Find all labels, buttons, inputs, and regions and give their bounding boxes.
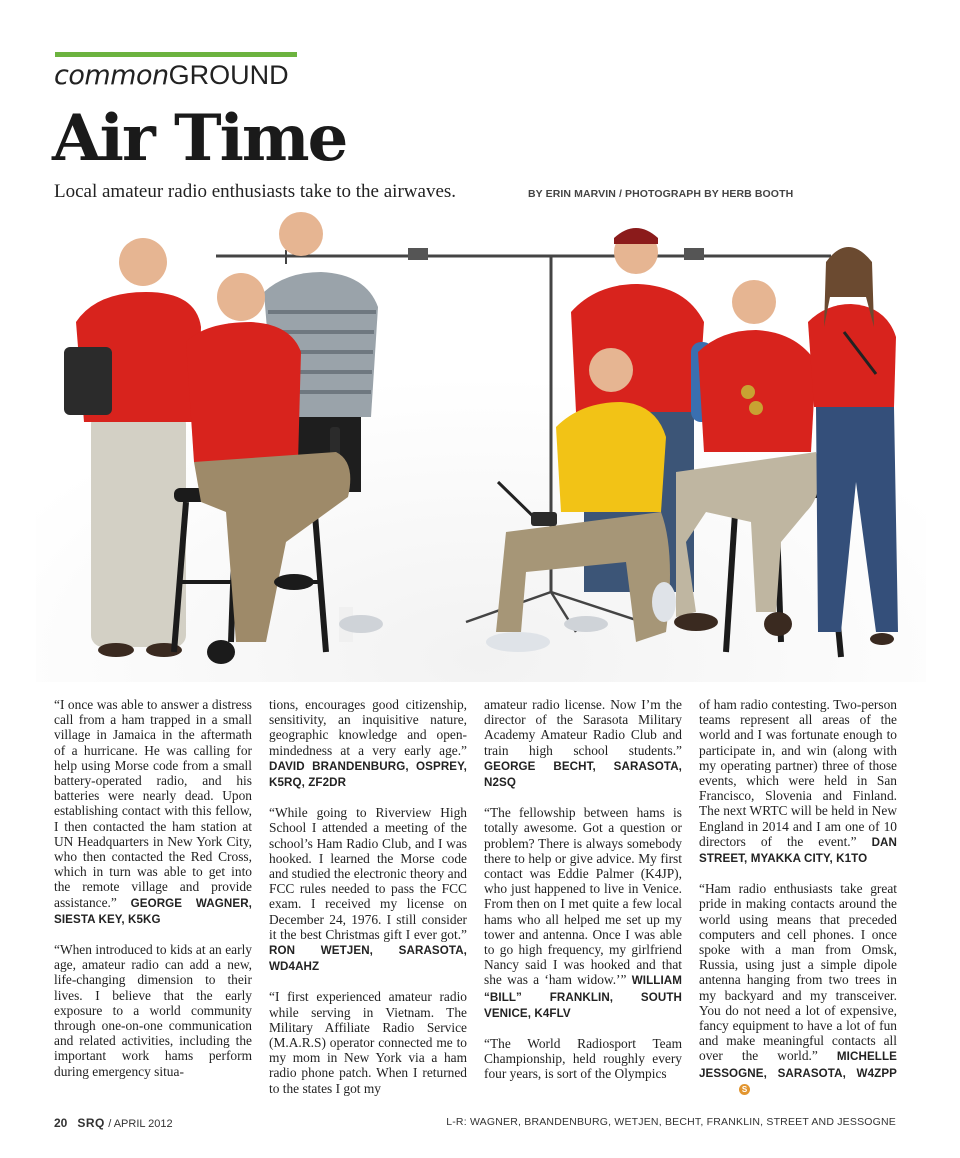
quote	[269, 989, 467, 1095]
quote-attribution: DAN STREET, MYAKKA CITY, K1TO	[699, 835, 897, 866]
quote-text: “Ham radio enthusiasts take great pride in making contacts around the world using means that preceded computers and cell phones. I once spoke with a man from Omsk, Russia, using just a simple dipole antenna hanging from two trees in my backyard and my transceiver. You do not need a lot of expensive, fancy equipment to have a lot of fun and make meaningful contacts all over the world.”	[699, 881, 897, 1064]
quote-attribution: MICHELLE JESSOGNE, SARASOTA, W4ZPP	[699, 1050, 897, 1080]
section-accent-bar	[55, 52, 297, 57]
column-3	[484, 697, 682, 1097]
quote	[484, 697, 682, 790]
srq-endmark-icon: S	[739, 1084, 750, 1095]
column-1	[54, 697, 252, 1094]
quote-text: “When introduced to kids at an early age, amateur radio can add a new, life-changing dimension to their lives. I believe that the early exposure to a world community through one-on-one communication and related activities, including the important work hams perform during emergency situa-	[54, 942, 252, 1079]
group-photo	[36, 212, 926, 682]
quote	[699, 881, 897, 1096]
quote	[54, 942, 252, 1079]
quote-text: “The World Radiosport Team Championship, held roughly every four years, is sort of the Olympics	[484, 1036, 682, 1082]
quote	[54, 697, 252, 927]
photo-caption: L-R: WAGNER, BRANDENBURG, WETJEN, BECHT, FRANKLIN, STREET AND JESSOGNE	[446, 1116, 896, 1128]
quote-text: “I first experienced amateur radio while serving in Vietnam. The Military Affiliate Radio Service (M.A.R.S) operator connected me to my mom in New York via a ham radio phone patch. When I returned to the states I got my	[269, 989, 467, 1096]
quote	[269, 697, 467, 790]
quote-text: “While going to Riverview High School I attended a meeting of the school’s Ham Radio Club, and I was hooked. I learned the Morse code and studied the electronic theory and FCC rules needed to pass the FCC exam. I received my license on December 24, 1976. I still consider it the best Christmas gift I ever got.”	[269, 805, 467, 942]
quote-text: amateur radio license. Now I’m the director of the Sarasota Military Academy Amateur Radio Club and train high school students.”	[484, 697, 682, 758]
quote-attribution: WILLIAM “BILL” FRANKLIN, SOUTH VENICE, K4FLV	[484, 974, 682, 1020]
quote-attribution: GEORGE WAGNER, SIESTA KEY, K5KG	[54, 896, 252, 926]
quote-attribution: DAVID BRANDENBURG, OSPREY, K5RQ, ZF2DR	[269, 759, 467, 790]
quote	[484, 805, 682, 1021]
quote-text: “The fellowship between hams is totally awesome. Got a question or problem? There is always somebody there to help or give advice. My first contact was Eddie Palmer (K4JP), who just happened to live in Venice. From then on I met quite a few local hams who all helped me set up my tower and antenna. Once I was able to go high frequency, my girlfriend Nancy said I was hooked and that she was a ‘ham widow.’”	[484, 805, 682, 988]
column-4	[699, 697, 897, 1111]
column-2	[269, 697, 467, 1111]
quote-text: of ham radio contesting. Two-person teams represent all areas of the world and I was fortunate enough to participate in, and win (along with my operating partner) three of those events, which were held in San Francisco, Slovenia and Finland. The next WRTC will be held in New England in 2014 and I am one of 10 directors of the event.”	[699, 697, 897, 849]
magazine-name: SRQ	[77, 1116, 105, 1130]
quote-text: “I once was able to answer a distress call from a ham trapped in a small village in Jamaica in the aftermath of a hurricane. He was calling for help using Morse code from a small battery-operated radio, and his batteries were nearly dead. Upon establishing contact with this fellow, I then contacted the ham station at UN Headquarters in New York City, who then contacted the Red Cross, which in turn was able to get into the remote village and provide assistance.”	[54, 697, 252, 910]
article-byline: BY ERIN MARVIN / PHOTOGRAPH BY HERB BOOTH	[528, 188, 794, 200]
section-heading-upper: GROUND	[168, 60, 289, 90]
article-body	[0, 697, 960, 1097]
quote-attribution: RON WETJEN, SARASOTA, WD4AHZ	[269, 944, 467, 974]
quote	[269, 805, 467, 974]
quote-attribution: GEORGE BECHT, SARASOTA, N2SQ	[484, 759, 682, 790]
issue-date: / APRIL 2012	[108, 1118, 173, 1130]
quote-text: tions, encourages good citizenship, sensitivity, an inquisitive nature, geographic knowledge and open-mindedness at a very early age.”	[269, 697, 467, 758]
page-number: 20	[54, 1116, 68, 1130]
article-title: Air Time	[52, 101, 347, 176]
section-heading-lower: common	[54, 60, 169, 91]
quote	[699, 697, 897, 866]
article-deck: Local amateur radio enthusiasts take to the airwaves.	[54, 181, 457, 202]
section-heading	[54, 60, 289, 91]
page-footer	[54, 1116, 173, 1130]
quote	[484, 1036, 682, 1082]
